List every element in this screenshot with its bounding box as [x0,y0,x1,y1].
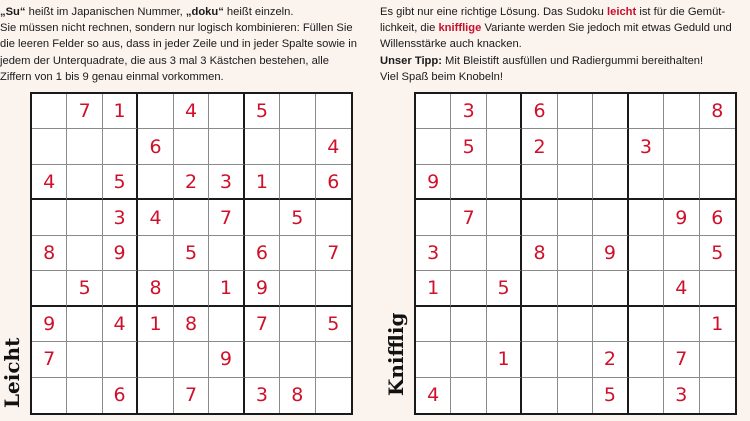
sudoku-cell[interactable]: 7 [174,378,209,413]
sudoku-cell[interactable] [629,271,664,306]
sudoku-cell[interactable] [67,200,102,235]
sudoku-cell[interactable]: 1 [209,271,244,306]
sudoku-cell[interactable] [209,236,244,271]
sudoku-cell[interactable]: 7 [67,94,102,129]
sudoku-cell[interactable] [629,94,664,129]
sudoku-cell[interactable]: 3 [629,129,664,164]
sudoku-cell[interactable] [245,129,280,164]
sudoku-cell[interactable] [103,342,138,377]
sudoku-cell[interactable] [593,165,628,200]
sudoku-cell[interactable] [138,342,173,377]
sudoku-cell[interactable] [280,165,315,200]
sudoku-cell[interactable]: 3 [416,236,451,271]
sudoku-cell[interactable]: 9 [593,236,628,271]
sudoku-cell[interactable] [32,271,67,306]
sudoku-cell[interactable]: 5 [280,200,315,235]
sudoku-cell[interactable] [280,342,315,377]
sudoku-cell[interactable] [138,236,173,271]
sudoku-cell[interactable] [316,94,351,129]
sudoku-cell[interactable]: 5 [593,378,628,413]
sudoku-cell[interactable]: 4 [32,165,67,200]
sudoku-cell[interactable] [558,342,593,377]
sudoku-cell[interactable] [629,342,664,377]
sudoku-cell[interactable]: 5 [67,271,102,306]
intro-left-line-2: Sie müssen nicht rechnen, sondern nur logisch kombinieren: Füllen Sie [0,22,353,35]
sudoku-cell[interactable] [451,342,486,377]
intro-right-line-3: Willensstärke auch knacken. [380,38,522,51]
sudoku-cell[interactable] [522,165,557,200]
term-doku: „doku“ [185,6,224,18]
sudoku-cell[interactable]: 6 [316,165,351,200]
sudoku-cell[interactable]: 1 [138,307,173,342]
puzzle-label-knifflig: Knifflig [384,312,408,396]
sudoku-cell[interactable] [280,94,315,129]
sudoku-cell[interactable] [487,129,522,164]
tip-text: Mit Bleistift ausfüllen und Radiergummi bereithalten! [441,54,704,67]
sudoku-cell[interactable]: 5 [316,307,351,342]
sudoku-cell[interactable]: 1 [103,94,138,129]
sudoku-cell[interactable] [138,94,173,129]
sudoku-cell[interactable] [245,200,280,235]
sudoku-cell[interactable] [664,94,699,129]
sudoku-cell[interactable]: 3 [664,378,699,413]
sudoku-cell[interactable] [522,307,557,342]
tip-heading: Unser Tipp: [380,54,442,67]
sudoku-cell[interactable] [316,342,351,377]
sudoku-cell[interactable] [593,271,628,306]
sudoku-cell[interactable] [700,378,735,413]
sudoku-cell[interactable] [629,378,664,413]
sudoku-cell[interactable]: 8 [138,271,173,306]
sudoku-cell[interactable]: 3 [103,200,138,235]
sudoku-cell[interactable]: 7 [209,200,244,235]
sudoku-cell[interactable] [67,236,102,271]
intro-left-line-5: Ziffern von 1 bis 9 genau einmal vorkommen. [0,70,224,83]
sudoku-cell[interactable] [103,271,138,306]
sudoku-cell[interactable] [316,200,351,235]
sudoku-cell[interactable] [629,307,664,342]
sudoku-cell[interactable]: 2 [593,342,628,377]
sudoku-cell[interactable] [558,271,593,306]
intro-right-line-5: Viel Spaß beim Knobeln! [380,70,503,83]
sudoku-cell[interactable]: 1 [487,342,522,377]
sudoku-cell[interactable]: 4 [416,378,451,413]
sudoku-cell[interactable]: 2 [522,129,557,164]
sudoku-cell[interactable] [67,307,102,342]
sudoku-cell[interactable] [522,342,557,377]
sudoku-cell[interactable]: 4 [316,129,351,164]
sudoku-cell[interactable]: 6 [138,129,173,164]
sudoku-cell[interactable] [558,94,593,129]
sudoku-cell[interactable] [451,307,486,342]
sudoku-cell[interactable] [629,236,664,271]
keyword-leicht: leicht [607,6,637,18]
sudoku-cell[interactable] [416,307,451,342]
sudoku-cell[interactable]: 8 [700,94,735,129]
sudoku-cell[interactable]: 8 [522,236,557,271]
sudoku-cell[interactable]: 9 [245,271,280,306]
sudoku-cell[interactable] [593,307,628,342]
sudoku-cell[interactable]: 7 [316,236,351,271]
sudoku-cell[interactable]: 9 [664,200,699,235]
sudoku-cell[interactable]: 1 [700,307,735,342]
sudoku-cell[interactable]: 1 [416,271,451,306]
sudoku-cell[interactable] [522,200,557,235]
sudoku-cell[interactable]: 4 [174,94,209,129]
term-su: „Su“ [0,6,26,18]
sudoku-cell[interactable] [103,129,138,164]
sudoku-cell[interactable] [209,307,244,342]
sudoku-cell[interactable] [209,94,244,129]
sudoku-cell[interactable] [32,129,67,164]
intro-right-line-1-start: Es gibt nur eine richtige Lösung. Das Sudoku [380,6,607,18]
sudoku-cell[interactable] [209,378,244,413]
sudoku-cell[interactable] [593,94,628,129]
sudoku-cell[interactable]: 3 [245,378,280,413]
sudoku-cell[interactable] [487,94,522,129]
sudoku-cell[interactable]: 8 [280,378,315,413]
sudoku-cell[interactable] [558,236,593,271]
sudoku-cell[interactable] [32,94,67,129]
sudoku-cell[interactable]: 8 [174,307,209,342]
sudoku-cell[interactable] [67,129,102,164]
sudoku-grid-knifflig [414,92,737,415]
intro-left-line-1-end: heißt einzeln. [223,6,294,18]
sudoku-cell[interactable]: 1 [245,165,280,200]
sudoku-cell[interactable] [522,378,557,413]
sudoku-cell[interactable] [174,342,209,377]
sudoku-cell[interactable] [451,165,486,200]
intro-right-line-2-start: lichkeit, die [380,22,439,35]
sudoku-cell[interactable] [451,271,486,306]
sudoku-cell[interactable]: 7 [32,342,67,377]
sudoku-cell[interactable] [558,129,593,164]
sudoku-cell[interactable]: 2 [174,165,209,200]
sudoku-cell[interactable] [664,307,699,342]
intro-text-right [380,4,740,85]
sudoku-cell[interactable] [593,129,628,164]
sudoku-cell[interactable]: 7 [451,200,486,235]
sudoku-cell[interactable]: 6 [522,94,557,129]
sudoku-cell[interactable] [138,378,173,413]
intro-left-line-1 [0,4,372,20]
keyword-knifflige: knifflige [438,22,482,35]
sudoku-cell[interactable]: 7 [245,307,280,342]
sudoku-cell[interactable] [558,307,593,342]
sudoku-cell[interactable] [416,200,451,235]
sudoku-cell[interactable] [664,236,699,271]
sudoku-cell[interactable] [316,378,351,413]
sudoku-cell[interactable] [416,129,451,164]
sudoku-cell[interactable]: 9 [103,236,138,271]
sudoku-cell[interactable]: 4 [664,271,699,306]
puzzle-label-leicht: Leicht [0,337,24,408]
sudoku-cell[interactable] [209,129,244,164]
sudoku-cell[interactable] [174,200,209,235]
sudoku-cell[interactable]: 3 [451,94,486,129]
sudoku-cell[interactable] [629,165,664,200]
sudoku-cell[interactable] [67,378,102,413]
sudoku-cell[interactable] [558,165,593,200]
sudoku-cell[interactable]: 5 [103,165,138,200]
sudoku-cell[interactable] [451,236,486,271]
intro-left-line-3: die leeren Felder so aus, dass in jeder Zeile und in jeder Spalte sowie in [0,38,357,51]
sudoku-cell[interactable] [629,200,664,235]
intro-text-left [0,4,372,85]
sudoku-cell[interactable] [664,129,699,164]
sudoku-cell[interactable] [487,378,522,413]
intro-right-line-1 [380,4,740,20]
sudoku-cell[interactable]: 5 [487,271,522,306]
sudoku-cell[interactable] [67,165,102,200]
sudoku-cell[interactable] [558,378,593,413]
intro-left-line-4: jedem der Unterquadrate, die aus 3 mal 3 Kästchen bestehen, alle [0,54,329,67]
sudoku-cell[interactable]: 9 [416,165,451,200]
sudoku-cell[interactable] [245,342,280,377]
sudoku-cell[interactable] [487,200,522,235]
sudoku-cell[interactable] [487,165,522,200]
sudoku-cell[interactable] [138,165,173,200]
sudoku-cell[interactable] [700,271,735,306]
sudoku-cell[interactable] [316,271,351,306]
sudoku-cell[interactable] [487,236,522,271]
sudoku-cell[interactable] [174,129,209,164]
sudoku-cell[interactable]: 4 [103,307,138,342]
sudoku-cell[interactable]: 7 [664,342,699,377]
sudoku-cell[interactable]: 5 [700,236,735,271]
sudoku-cell[interactable] [280,271,315,306]
sudoku-cell[interactable]: 3 [209,165,244,200]
intro-right-line-1-end: ist für die Gemüt- [636,6,726,18]
sudoku-cell[interactable] [522,271,557,306]
sudoku-cell[interactable] [451,378,486,413]
sudoku-cell[interactable] [280,129,315,164]
sudoku-cell[interactable] [416,342,451,377]
sudoku-cell[interactable]: 5 [451,129,486,164]
intro-left-line-1-text: heißt im Japanischen Nummer, [25,6,186,18]
sudoku-cell[interactable]: 9 [32,307,67,342]
sudoku-cell[interactable] [174,271,209,306]
sudoku-cell[interactable] [67,342,102,377]
sudoku-cell[interactable]: 9 [209,342,244,377]
intro-right-line-4 [380,53,740,69]
sudoku-cell[interactable] [32,378,67,413]
sudoku-cell[interactable] [664,165,699,200]
sudoku-cell[interactable] [487,307,522,342]
intro-right-line-2-end: Variante werden Sie jedoch mit etwas Geduld und [481,22,732,35]
sudoku-cell[interactable] [700,129,735,164]
sudoku-cell[interactable]: 6 [700,200,735,235]
sudoku-cell[interactable] [558,200,593,235]
sudoku-cell[interactable] [700,165,735,200]
sudoku-cell[interactable]: 5 [245,94,280,129]
sudoku-cell[interactable]: 5 [174,236,209,271]
sudoku-cell[interactable]: 8 [32,236,67,271]
sudoku-grid-leicht [30,92,353,415]
sudoku-cell[interactable] [32,200,67,235]
sudoku-cell[interactable] [280,307,315,342]
sudoku-cell[interactable] [593,200,628,235]
sudoku-cell[interactable] [280,236,315,271]
intro-right-line-2 [380,20,740,36]
sudoku-cell[interactable]: 4 [138,200,173,235]
sudoku-cell[interactable] [700,342,735,377]
sudoku-cell[interactable]: 6 [103,378,138,413]
sudoku-cell[interactable]: 6 [245,236,280,271]
sudoku-cell[interactable] [416,94,451,129]
